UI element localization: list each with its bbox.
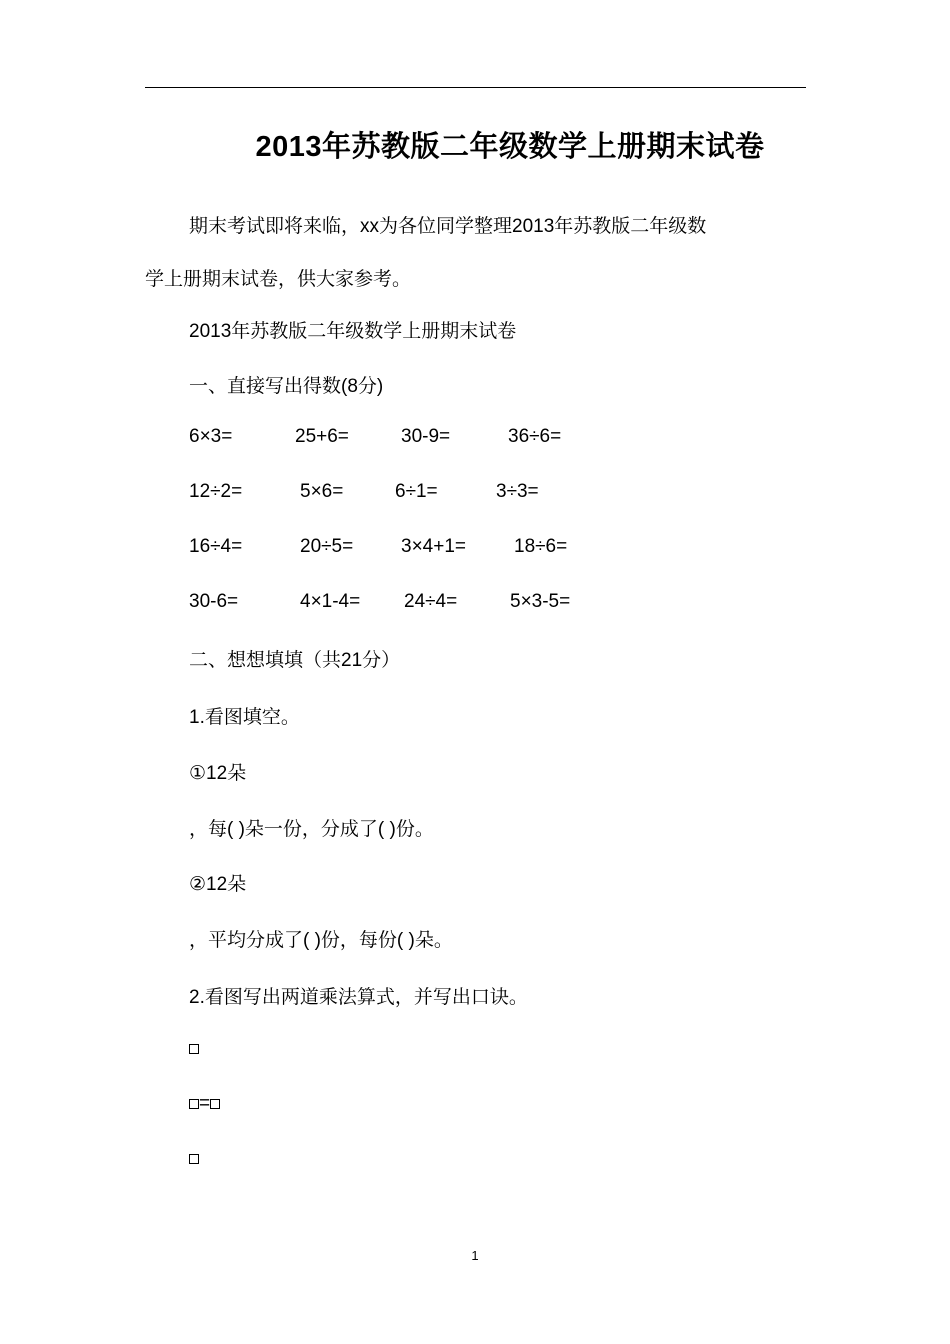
arithmetic-item: 30-9= xyxy=(401,426,451,447)
arithmetic-item: 18÷6= xyxy=(514,536,568,557)
question-1: 1.看图填空。 xyxy=(189,707,300,728)
equation-box-line xyxy=(189,1093,220,1115)
arithmetic-row xyxy=(189,591,609,615)
arithmetic-item: 12÷2= xyxy=(189,481,243,502)
missing-image-box xyxy=(189,1099,199,1109)
arithmetic-item: 4×1-4= xyxy=(300,591,361,612)
intro-line-1: 期末考试即将来临，xx为各位同学整理2013年苏教版二年级数 xyxy=(189,216,707,237)
missing-image-box xyxy=(189,1154,199,1164)
arithmetic-item: 6÷1= xyxy=(395,481,438,502)
equals-sign: = xyxy=(199,1093,211,1114)
header-rule xyxy=(145,87,806,88)
arithmetic-item: 3÷3= xyxy=(496,481,539,502)
page-number: 1 xyxy=(471,1248,479,1263)
section-1-heading: 一、直接写出得数(8分) xyxy=(189,376,384,397)
question-1b-label: ②12朵 xyxy=(189,874,247,895)
arithmetic-item: 5×3-5= xyxy=(510,591,571,612)
placeholder-box-line xyxy=(189,1148,199,1170)
arithmetic-item: 6×3= xyxy=(189,426,233,447)
arithmetic-row xyxy=(189,426,609,450)
subtitle: 2013年苏教版二年级数学上册期末试卷 xyxy=(189,321,517,342)
arithmetic-item: 36÷6= xyxy=(508,426,562,447)
arithmetic-item: 30-6= xyxy=(189,591,239,612)
placeholder-box-line xyxy=(189,1038,199,1060)
arithmetic-item: 24÷4= xyxy=(404,591,458,612)
missing-image-box xyxy=(210,1099,220,1109)
question-1a-label: ①12朵 xyxy=(189,763,247,784)
question-2: 2.看图写出两道乘法算式，并写出口诀。 xyxy=(189,987,528,1008)
arithmetic-item: 25+6= xyxy=(295,426,349,447)
question-1a-text: ，每( )朵一份，分成了( )份。 xyxy=(189,819,434,840)
intro-line-2: 学上册期末试卷，供大家参考。 xyxy=(145,269,412,290)
arithmetic-row xyxy=(189,536,609,560)
document-title: 2013年苏教版二年级数学上册期末试卷 xyxy=(255,131,765,163)
missing-image-box xyxy=(189,1044,199,1054)
arithmetic-row xyxy=(189,481,609,505)
arithmetic-item: 16÷4= xyxy=(189,536,243,557)
section-2-heading: 二、想想填填（共21分） xyxy=(189,650,401,671)
arithmetic-item: 3×4+1= xyxy=(401,536,466,557)
arithmetic-item: 20÷5= xyxy=(300,536,354,557)
arithmetic-item: 5×6= xyxy=(300,481,344,502)
question-1b-text: ，平均分成了( )份，每份( )朵。 xyxy=(189,930,453,951)
